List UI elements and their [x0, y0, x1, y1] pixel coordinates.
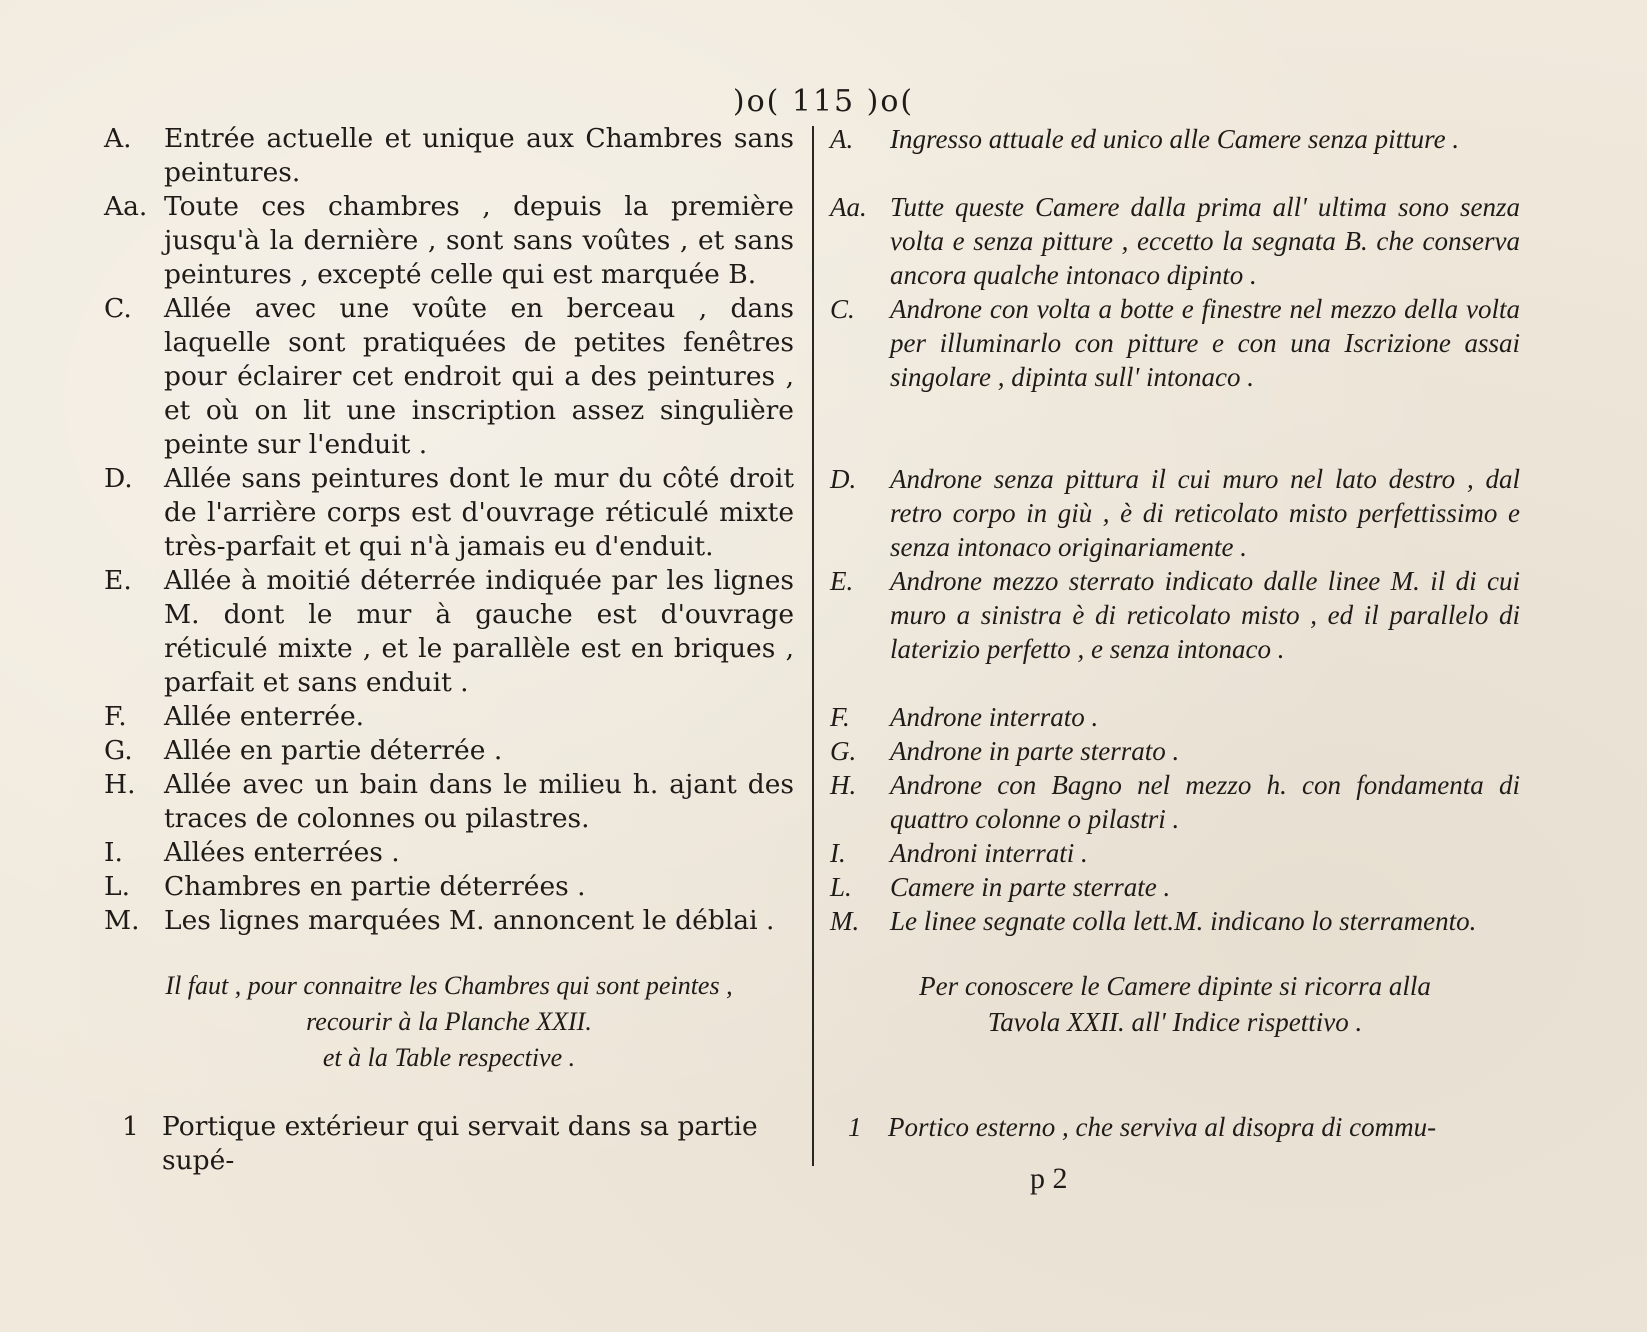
entry-text: Androne con Bagno nel mezzo h. con fondamenta di quattro colonne o pilastri .	[890, 770, 1520, 834]
page-number: )o( 115 )o(	[732, 84, 915, 119]
entry-text: Allée enterrée.	[164, 701, 365, 732]
entry-label: L.	[830, 872, 852, 902]
entry-label: Aa.	[830, 192, 867, 222]
tavola-note	[830, 968, 1520, 1040]
entry-label: H.	[830, 770, 857, 800]
entry-label: M.	[830, 906, 860, 936]
note-line: Tavola XXII. all' Indice rispettivo .	[987, 1007, 1363, 1037]
column-divider	[812, 126, 814, 1166]
entry-label: M.	[104, 905, 140, 936]
legend-entry	[830, 836, 1520, 870]
legend-entry	[104, 904, 794, 938]
entry-label: Aa.	[104, 191, 148, 222]
legend-entry	[830, 190, 1520, 292]
entry-label: E.	[830, 566, 854, 596]
entry-label: D.	[104, 463, 133, 494]
entry-label: A.	[830, 124, 854, 154]
entry-label: H.	[104, 769, 136, 800]
legend-entry	[830, 768, 1520, 836]
entry-label: C.	[830, 294, 855, 324]
entry-label: E.	[104, 565, 132, 596]
french-column	[104, 122, 794, 1178]
entry-label: C.	[104, 293, 132, 324]
legend-entry	[830, 564, 1520, 700]
entry-label: G.	[830, 736, 857, 766]
legend-entry	[830, 122, 1520, 190]
legend-entry	[830, 870, 1520, 904]
legend-entry	[830, 292, 1520, 462]
legend-entry	[830, 734, 1520, 768]
legend-entry	[104, 734, 794, 768]
legend-entry-numbered	[830, 1110, 1520, 1144]
entry-text: Androne interrato .	[890, 702, 1099, 732]
entry-text: Allée sans peintures dont le mur du côté droit de l'arrière corps est d'ouvrage réticulé mixte très-parfait et qui n'à jamais eu d'enduit.	[164, 463, 794, 562]
entry-text: Androne con volta a botte e finestre nel mezzo della volta per illuminarlo con pitture e con una Iscrizione assai singolare , dipinta sull' intonaco .	[890, 294, 1520, 392]
entry-text: Le linee segnate colla lett.M. indicano lo sterramento.	[890, 906, 1477, 936]
entry-number: 1	[848, 1112, 862, 1142]
legend-entry	[104, 564, 794, 700]
entry-text: Androne mezzo sterrato indicato dalle linee M. il di cui muro a sinistra è di reticolato misto , ed il parallelo di laterizio perfetto , e senza intonaco .	[890, 566, 1520, 664]
italian-column	[830, 122, 1520, 1144]
entry-text: Allée en partie déterrée .	[164, 735, 503, 766]
entry-label: L.	[104, 871, 131, 902]
legend-entry	[104, 768, 794, 836]
entry-label: G.	[104, 735, 133, 766]
legend-entry	[104, 462, 794, 564]
legend-entry	[104, 870, 794, 904]
entry-text: Ingresso attuale ed unico alle Camere senza pitture .	[890, 124, 1460, 154]
entry-label: A.	[104, 123, 132, 154]
entry-text: Entrée actuelle et unique aux Chambres sans peintures.	[164, 123, 794, 188]
entry-text: Allée avec une voûte en berceau , dans laquelle sont pratiquées de petites fenêtres pour éclairer cet endroit qui a des peintures , et où on lit une inscription assez singulière peinte sur l'enduit .	[164, 293, 794, 460]
entry-text: Toute ces chambres , depuis la première jusqu'à la dernière , sont sans voûtes , et sans peintures , excepté celle qui est marquée B.	[164, 191, 794, 290]
planche-note	[104, 968, 794, 1076]
legend-entry-numbered	[104, 1110, 794, 1178]
note-line: recourir à la Planche XXII.	[306, 1007, 592, 1036]
entry-text: Androne senza pittura il cui muro nel lato destro , dal retro corpo in giù , è di reticolato misto perfettissimo e senza intonaco originariamente .	[890, 464, 1520, 562]
entry-label: I.	[104, 837, 123, 868]
entry-text: Portico esterno , che serviva al disopra di commu-	[888, 1112, 1437, 1142]
entry-label: F.	[104, 701, 127, 732]
entry-text: Portique extérieur qui servait dans sa partie supé-	[162, 1111, 758, 1176]
note-line: Il faut , pour connaitre les Chambres qui sont peintes ,	[165, 971, 733, 1000]
entry-text: Allée à moitié déterrée indiquée par les lignes M. dont le mur à gauche est d'ouvrage réticulé mixte , et le parallèle est en briques , parfait et sans enduit .	[164, 565, 794, 698]
entry-text: Androni interrati .	[890, 838, 1088, 868]
entry-label: F.	[830, 702, 850, 732]
legend-entry	[104, 836, 794, 870]
entry-label: I.	[830, 838, 846, 868]
legend-entry	[104, 700, 794, 734]
legend-entry	[830, 700, 1520, 734]
note-line: et à la Table respective .	[322, 1043, 576, 1072]
entry-text: Tutte queste Camere dalla prima all' ultima sono senza volta e senza pitture , eccetto la segnata B. che conserva ancora qualche intonaco dipinto .	[890, 192, 1520, 290]
note-line: Per conoscere le Camere dipinte si ricorra alla	[919, 971, 1431, 1001]
legend-entry	[104, 122, 794, 190]
legend-entry	[830, 462, 1520, 564]
entry-text: Les lignes marquées M. annoncent le déblai .	[164, 905, 775, 936]
entry-label: D.	[830, 464, 857, 494]
entry-text: Camere in parte sterrate .	[890, 872, 1171, 902]
entry-number: 1	[122, 1111, 139, 1142]
signature-mark: p 2	[1030, 1162, 1068, 1195]
legend-entry	[104, 292, 794, 462]
entry-text: Androne in parte sterrato .	[890, 736, 1180, 766]
legend-entry	[830, 904, 1520, 938]
entry-text: Chambres en partie déterrées .	[164, 871, 586, 902]
legend-entry	[104, 190, 794, 292]
entry-text: Allées enterrées .	[164, 837, 400, 868]
entry-text: Allée avec un bain dans le milieu h. ajant des traces de colonnes ou pilastres.	[164, 769, 794, 834]
